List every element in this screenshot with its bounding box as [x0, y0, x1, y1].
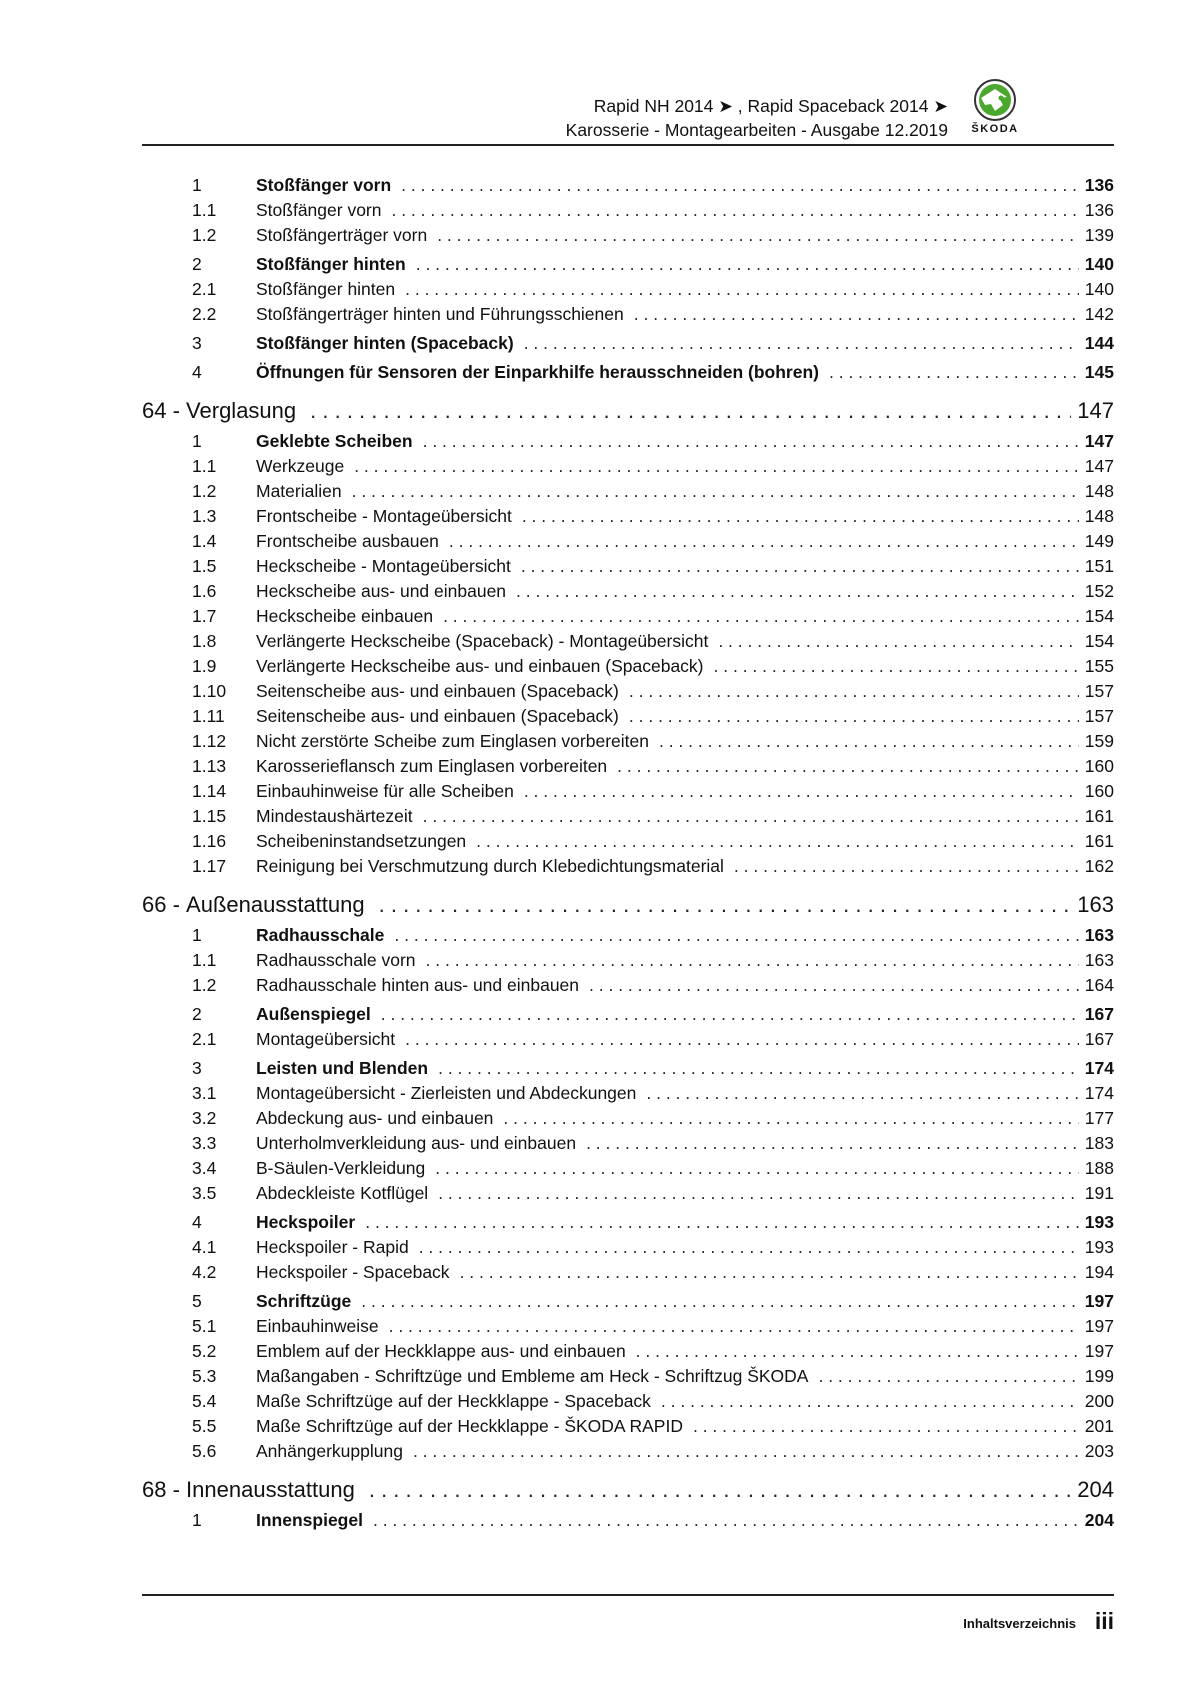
toc-subsection-row[interactable]: [142, 806, 1114, 831]
toc-subsection-row[interactable]: [142, 631, 1114, 656]
toc-entry-number: 5.1: [192, 1316, 217, 1336]
toc-leader-dots: [369, 1477, 1071, 1503]
toc-entry-page: 199: [1084, 1366, 1114, 1386]
toc-leader-dots: [423, 806, 1079, 827]
toc-entry-page: 174: [1084, 1083, 1114, 1103]
toc-entry-title: Montageübersicht - Zierleisten und Abdeckungen: [256, 1083, 637, 1103]
toc-entry-page: 136: [1084, 200, 1114, 220]
toc-entry-title: Radhausschale hinten aus- und einbauen: [256, 975, 580, 995]
toc-entry-title: Anhängerkupplung: [256, 1441, 403, 1461]
toc-entry-number: 1.4: [192, 531, 217, 551]
toc-leader-dots: [634, 304, 1079, 325]
toc-entry-title: Stoßfänger vorn: [256, 200, 382, 220]
toc-entry-number: 5.4: [192, 1391, 217, 1411]
toc-subsection-row[interactable]: [142, 1029, 1114, 1054]
toc-entry-title: Heckscheibe einbauen: [256, 606, 434, 626]
toc-entry-title: Verlängerte Heckscheibe (Spaceback) - Montageübersicht: [256, 631, 709, 651]
toc-leader-dots: [524, 333, 1079, 354]
toc-entry-number: 1.11: [192, 706, 225, 726]
toc-entry-title: Stoßfänger hinten: [256, 254, 406, 274]
header-manual-title: Karosserie - Montagearbeiten - Ausgabe 12.2019: [565, 120, 948, 140]
toc-subsection-row[interactable]: [142, 1158, 1114, 1183]
toc-section-row[interactable]: [142, 925, 1114, 950]
toc-subsection-row[interactable]: [142, 1262, 1114, 1287]
toc-entry-title: Unterholmverkleidung aus- und einbauen: [256, 1133, 577, 1153]
toc-entry-page: 167: [1084, 1029, 1114, 1049]
toc-entry-page: 177: [1084, 1108, 1114, 1128]
toc-entry-number: 1.12: [192, 731, 227, 751]
toc-leader-dots: [829, 362, 1079, 383]
toc-entry-number: 3.1: [192, 1083, 217, 1103]
toc-section-row[interactable]: [142, 175, 1114, 200]
toc-entry-number: 1.1: [192, 950, 217, 970]
toc-subsection-row[interactable]: [142, 456, 1114, 481]
toc-entry-title: Scheibeninstandsetzungen: [256, 831, 467, 851]
toc-entry-number: 1.16: [192, 831, 227, 851]
toc-entry-number: 3.2: [192, 1108, 217, 1128]
toc-subsection-row[interactable]: [142, 975, 1114, 1000]
toc-leader-dots: [361, 1291, 1079, 1312]
toc-entry-title: Mindestaushärtezeit: [256, 806, 413, 826]
toc-subsection-row[interactable]: [142, 781, 1114, 806]
toc-leader-dots: [394, 925, 1078, 946]
toc-leader-dots: [443, 606, 1079, 627]
skoda-winged-arrow-icon: [973, 78, 1017, 122]
skoda-logo: [965, 78, 1025, 135]
toc-chapter-row[interactable]: [142, 1470, 1114, 1510]
toc-leader-dots: [629, 681, 1079, 702]
toc-subsection-row[interactable]: [142, 656, 1114, 681]
toc-entry-title: Materialien: [256, 481, 342, 501]
toc-entry-title: Einbauhinweise: [256, 1316, 379, 1336]
toc-entry-page: 193: [1084, 1237, 1114, 1257]
toc-entry-title: Stoßfänger hinten: [256, 279, 396, 299]
toc-entry-page: 159: [1084, 731, 1114, 751]
toc-entry-page: 147: [1084, 456, 1114, 476]
toc-subsection-row[interactable]: [142, 1083, 1114, 1108]
toc-entry-page: 197: [1084, 1291, 1114, 1311]
footer-page-number: iii: [1094, 1608, 1114, 1634]
toc-entry-page: 162: [1084, 856, 1114, 876]
toc-leader-dots: [734, 856, 1079, 877]
toc-leader-dots: [661, 1391, 1079, 1412]
toc-subsection-row[interactable]: [142, 681, 1114, 706]
toc-chapter-separator: -: [166, 892, 187, 917]
toc-entry-number: 4.1: [192, 1237, 217, 1257]
toc-subsection-row[interactable]: [142, 1366, 1114, 1391]
toc-subsection-row[interactable]: [142, 1391, 1114, 1416]
toc-entry-page: 201: [1084, 1416, 1114, 1436]
toc-entry-number: 2.2: [192, 304, 217, 324]
toc-section-row[interactable]: [142, 431, 1114, 456]
toc-leader-dots: [426, 950, 1079, 971]
toc-entry-number: 2: [192, 254, 202, 274]
toc-entry-title: Einbauhinweise für alle Scheiben: [256, 781, 514, 801]
toc-entry-page: 193: [1084, 1212, 1114, 1232]
toc-entry-page: 183: [1084, 1133, 1114, 1153]
toc-leader-dots: [521, 556, 1079, 577]
toc-entry-page: 157: [1084, 681, 1114, 701]
toc-entry-title: Reinigung bei Verschmutzung durch Klebedichtungsmaterial: [256, 856, 724, 876]
header-divider: [142, 144, 1114, 146]
toc-entry-number: 5: [192, 1291, 202, 1311]
toc-entry-number: 1.7: [192, 606, 217, 626]
toc-leader-dots: [503, 1108, 1078, 1129]
toc-leader-dots: [373, 1510, 1079, 1531]
toc-entry-title: Heckspoiler - Rapid: [256, 1237, 409, 1257]
toc-entry-number: 1.8: [192, 631, 217, 651]
toc-entry-page: 148: [1084, 506, 1114, 526]
toc-subsection-row[interactable]: [142, 1237, 1114, 1262]
toc-entry-page: 136: [1084, 175, 1114, 195]
toc-leader-dots: [389, 1316, 1079, 1337]
toc-entry-title: Radhausschale vorn: [256, 950, 416, 970]
toc-entry-title: Maße Schriftzüge auf der Heckklappe - Spaceback: [256, 1391, 651, 1411]
toc-leader-dots: [405, 1029, 1079, 1050]
toc-entry-number: 3.4: [192, 1158, 217, 1178]
toc-leader-dots: [636, 1341, 1079, 1362]
toc-entry-title: Maßangaben - Schriftzüge und Embleme am Heck - Schriftzug ŠKODA: [256, 1366, 809, 1386]
toc-subsection-row[interactable]: [142, 1108, 1114, 1133]
toc-leader-dots: [438, 1183, 1079, 1204]
toc-entry-title: Heckspoiler - Spaceback: [256, 1262, 450, 1282]
toc-entry-page: 200: [1084, 1391, 1114, 1411]
toc-leader-dots: [401, 175, 1079, 196]
toc-leader-dots: [522, 506, 1079, 527]
toc-entry-page: 204: [1077, 1477, 1114, 1502]
toc-leader-dots: [818, 1366, 1078, 1387]
toc-entry-number: 1: [192, 431, 202, 451]
toc-leader-dots: [449, 531, 1079, 552]
toc-entry-page: 147: [1084, 431, 1114, 451]
toc-leader-dots: [405, 279, 1079, 300]
toc-entry-title: Öffnungen für Sensoren der Einparkhilfe herausschneiden (bohren): [256, 362, 819, 382]
toc-entry-title: Verlängerte Heckscheibe aus- und einbauen (Spaceback): [256, 656, 704, 676]
toc-leader-dots: [310, 398, 1071, 424]
toc-entry-title: Frontscheibe - Montageübersicht: [256, 506, 512, 526]
toc-entry-page: 163: [1084, 925, 1114, 945]
toc-leader-dots: [718, 631, 1078, 652]
toc-subsection-row[interactable]: [142, 1316, 1114, 1341]
toc-entry-page: 163: [1077, 892, 1114, 917]
toc-subsection-row[interactable]: [142, 1441, 1114, 1466]
toc-entry-page: 149: [1084, 531, 1114, 551]
toc-entry-page: 164: [1084, 975, 1114, 995]
toc-entry-title: Innenspiegel: [256, 1510, 363, 1530]
toc-entry-page: 144: [1084, 333, 1114, 353]
toc-subsection-row[interactable]: [142, 304, 1114, 329]
toc-entry-number: 66: [142, 892, 167, 917]
toc-entry-page: 191: [1084, 1183, 1114, 1203]
toc-subsection-row[interactable]: [142, 1133, 1114, 1158]
toc-subsection-row[interactable]: [142, 731, 1114, 756]
toc-entry-title: Stoßfänger hinten (Spaceback): [256, 333, 514, 353]
toc-entry-title: Emblem auf der Heckklappe aus- und einbauen: [256, 1341, 626, 1361]
toc-leader-dots: [460, 1262, 1079, 1283]
logo-wordmark: ŠKODA: [971, 123, 1019, 135]
toc-entry-page: 142: [1084, 304, 1114, 324]
toc-entry-page: 152: [1084, 581, 1114, 601]
toc-entry-title: Abdeckung aus- und einbauen: [256, 1108, 494, 1128]
toc-entry-number: 1.6: [192, 581, 217, 601]
toc-entry-number: 1.1: [192, 456, 217, 476]
toc-subsection-row[interactable]: [142, 200, 1114, 225]
toc-entry-title: Geklebte Scheiben: [256, 431, 413, 451]
toc-entry-page: 163: [1084, 950, 1114, 970]
toc-subsection-row[interactable]: [142, 831, 1114, 856]
toc-entry-number: 1.9: [192, 656, 217, 676]
toc-entry-number: 1.2: [192, 481, 217, 501]
toc-entry-page: 203: [1084, 1441, 1114, 1461]
toc-leader-dots: [354, 456, 1079, 477]
toc-leader-dots: [589, 975, 1079, 996]
toc-entry-number: 3.3: [192, 1133, 217, 1153]
toc-section-row[interactable]: [142, 1212, 1114, 1237]
toc-entry-page: 154: [1084, 631, 1114, 651]
toc-entry-page: 160: [1084, 781, 1114, 801]
toc-entry-number: 1.13: [192, 756, 227, 776]
toc-entry-title: Stoßfänger vorn: [256, 175, 392, 195]
toc-leader-dots: [516, 581, 1079, 602]
toc-entry-page: 139: [1084, 225, 1114, 245]
toc-entry-number: 1: [192, 925, 202, 945]
toc-entry-page: 148: [1084, 481, 1114, 501]
toc-entry-page: 161: [1084, 806, 1114, 826]
toc-section-row[interactable]: [142, 1004, 1114, 1029]
toc-entry-title: Heckspoiler: [256, 1212, 356, 1232]
toc-entry-title: Stoßfängerträger vorn: [256, 225, 428, 245]
toc-entry-page: 167: [1084, 1004, 1114, 1024]
toc-entry-number: 3: [192, 1058, 202, 1078]
toc-entry-number: 5.3: [192, 1366, 217, 1386]
toc-entry-title: Werkzeuge: [256, 456, 345, 476]
toc-leader-dots: [693, 1416, 1079, 1437]
toc-chapter-separator: -: [166, 1477, 187, 1502]
toc-entry-number: 1.10: [192, 681, 227, 701]
toc-entry-title: B-Säulen-Verkleidung: [256, 1158, 426, 1178]
toc-entry-title: Nicht zerstörte Scheibe zum Einglasen vorbereiten: [256, 731, 649, 751]
toc-section-row[interactable]: [142, 254, 1114, 279]
toc-leader-dots: [391, 200, 1078, 221]
footer-section-label: Inhaltsverzeichnis: [963, 1616, 1076, 1631]
toc-entry-number: 68: [142, 1477, 167, 1502]
footer-divider: [142, 1594, 1114, 1596]
toc-subsection-row[interactable]: [142, 531, 1114, 556]
toc-subsection-row[interactable]: [142, 756, 1114, 781]
toc-leader-dots: [419, 1237, 1079, 1258]
toc-entry-title: Abdeckleiste Kotflügel: [256, 1183, 429, 1203]
toc-entry-number: 1.15: [192, 806, 227, 826]
toc-subsection-row[interactable]: [142, 481, 1114, 506]
toc-leader-dots: [435, 1158, 1079, 1179]
toc-entry-page: 151: [1084, 556, 1114, 576]
toc-entry-title: Montageübersicht: [256, 1029, 396, 1049]
toc-leader-dots: [714, 656, 1079, 677]
toc-subsection-row[interactable]: [142, 279, 1114, 304]
toc-section-row[interactable]: [142, 333, 1114, 358]
page-header: [142, 92, 1025, 146]
toc-subsection-row[interactable]: [142, 1416, 1114, 1441]
toc-entry-number: 1.1: [192, 200, 217, 220]
toc-leader-dots: [413, 1441, 1079, 1462]
toc-entry-title: Außenausstattung: [186, 892, 365, 917]
toc-entry-title: Schriftzüge: [256, 1291, 352, 1311]
toc-subsection-row[interactable]: [142, 1341, 1114, 1366]
toc-entry-number: 1: [192, 175, 202, 195]
toc-chapter-row[interactable]: [142, 885, 1114, 925]
toc-subsection-row[interactable]: [142, 556, 1114, 581]
toc-entry-number: 1: [192, 1510, 202, 1530]
toc-section-row[interactable]: [142, 1058, 1114, 1083]
toc-entry-number: 4: [192, 362, 202, 382]
toc-entry-title: Heckscheibe - Montageübersicht: [256, 556, 511, 576]
toc-entry-page: 188: [1084, 1158, 1114, 1178]
toc-entry-page: 154: [1084, 606, 1114, 626]
toc-entry-title: Innenausstattung: [186, 1477, 355, 1502]
toc-entry-number: 5.2: [192, 1341, 217, 1361]
toc-entry-number: 64: [142, 398, 167, 423]
toc-entry-title: Radhausschale: [256, 925, 385, 945]
toc-entry-page: 161: [1084, 831, 1114, 851]
toc-entry-title: Maße Schriftzüge auf der Heckklappe - ŠKODA RAPID: [256, 1416, 683, 1436]
toc-entry-title: Karosserieflansch zum Einglasen vorbereiten: [256, 756, 608, 776]
toc-leader-dots: [524, 781, 1079, 802]
toc-subsection-row[interactable]: [142, 506, 1114, 531]
toc-entry-page: 174: [1084, 1058, 1114, 1078]
toc-entry-title: Verglasung: [186, 398, 297, 423]
header-model-line: Rapid NH 2014 ➤ , Rapid Spaceback 2014 ➤: [593, 96, 948, 116]
toc-entry-page: 147: [1077, 398, 1114, 423]
toc-entry-number: 2.1: [192, 279, 217, 299]
toc-leader-dots: [379, 892, 1072, 918]
toc-subsection-row[interactable]: [142, 706, 1114, 731]
toc-entry-number: 1.3: [192, 506, 217, 526]
page-footer: [142, 1608, 1114, 1638]
toc-entry-title: Seitenscheibe aus- und einbauen (Spaceback): [256, 681, 619, 701]
toc-leader-dots: [365, 1212, 1079, 1233]
toc-entry-title: Seitenscheibe aus- und einbauen (Spaceback): [256, 706, 619, 726]
toc-entry-number: 2: [192, 1004, 202, 1024]
toc-leader-dots: [476, 831, 1079, 852]
toc-leader-dots: [659, 731, 1079, 752]
toc-entry-page: 145: [1084, 362, 1114, 382]
toc-entry-title: Außenspiegel: [256, 1004, 371, 1024]
toc-entry-page: 197: [1084, 1316, 1114, 1336]
toc-entry-number: 5.5: [192, 1416, 217, 1436]
toc-entry-page: 155: [1084, 656, 1114, 676]
toc-entry-page: 204: [1084, 1510, 1114, 1530]
toc-entry-number: 5.6: [192, 1441, 217, 1461]
toc-entry-page: 157: [1084, 706, 1114, 726]
toc-leader-dots: [629, 706, 1079, 727]
toc-leader-dots: [437, 225, 1079, 246]
toc-entry-number: 1.2: [192, 975, 217, 995]
toc-subsection-row[interactable]: [142, 225, 1114, 250]
toc-leader-dots: [438, 1058, 1079, 1079]
toc-entry-title: Leisten und Blenden: [256, 1058, 429, 1078]
toc-entry-number: 4: [192, 1212, 202, 1232]
toc-leader-dots: [381, 1004, 1079, 1025]
toc-leader-dots: [646, 1083, 1078, 1104]
toc-subsection-row[interactable]: [142, 950, 1114, 975]
toc-entry-page: 160: [1084, 756, 1114, 776]
toc-leader-dots: [586, 1133, 1079, 1154]
toc-leader-dots: [352, 481, 1079, 502]
toc-entry-number: 1.5: [192, 556, 217, 576]
table-of-contents: [142, 175, 1114, 1535]
toc-entry-number: 3: [192, 333, 202, 353]
toc-subsection-row[interactable]: [142, 856, 1114, 881]
toc-leader-dots: [416, 254, 1079, 275]
toc-leader-dots: [617, 756, 1079, 777]
toc-section-row[interactable]: [142, 1510, 1114, 1535]
toc-entry-title: Stoßfängerträger hinten und Führungsschienen: [256, 304, 624, 324]
toc-entry-page: 140: [1084, 254, 1114, 274]
toc-subsection-row[interactable]: [142, 1183, 1114, 1208]
toc-leader-dots: [423, 431, 1079, 452]
toc-chapter-row[interactable]: [142, 391, 1114, 431]
toc-entry-number: 2.1: [192, 1029, 217, 1049]
toc-entry-page: 197: [1084, 1341, 1114, 1361]
toc-entry-number: 1.2: [192, 225, 217, 245]
toc-entry-number: 1.14: [192, 781, 227, 801]
toc-section-row[interactable]: [142, 362, 1114, 387]
toc-entry-title: Heckscheibe aus- und einbauen: [256, 581, 507, 601]
toc-entry-number: 3.5: [192, 1183, 217, 1203]
toc-subsection-row[interactable]: [142, 606, 1114, 631]
toc-entry-title: Frontscheibe ausbauen: [256, 531, 439, 551]
toc-entry-page: 194: [1084, 1262, 1114, 1282]
toc-subsection-row[interactable]: [142, 581, 1114, 606]
toc-entry-number: 1.17: [192, 856, 227, 876]
toc-section-row[interactable]: [142, 1291, 1114, 1316]
toc-entry-page: 140: [1084, 279, 1114, 299]
toc-entry-number: 4.2: [192, 1262, 217, 1282]
toc-chapter-separator: -: [166, 398, 187, 423]
